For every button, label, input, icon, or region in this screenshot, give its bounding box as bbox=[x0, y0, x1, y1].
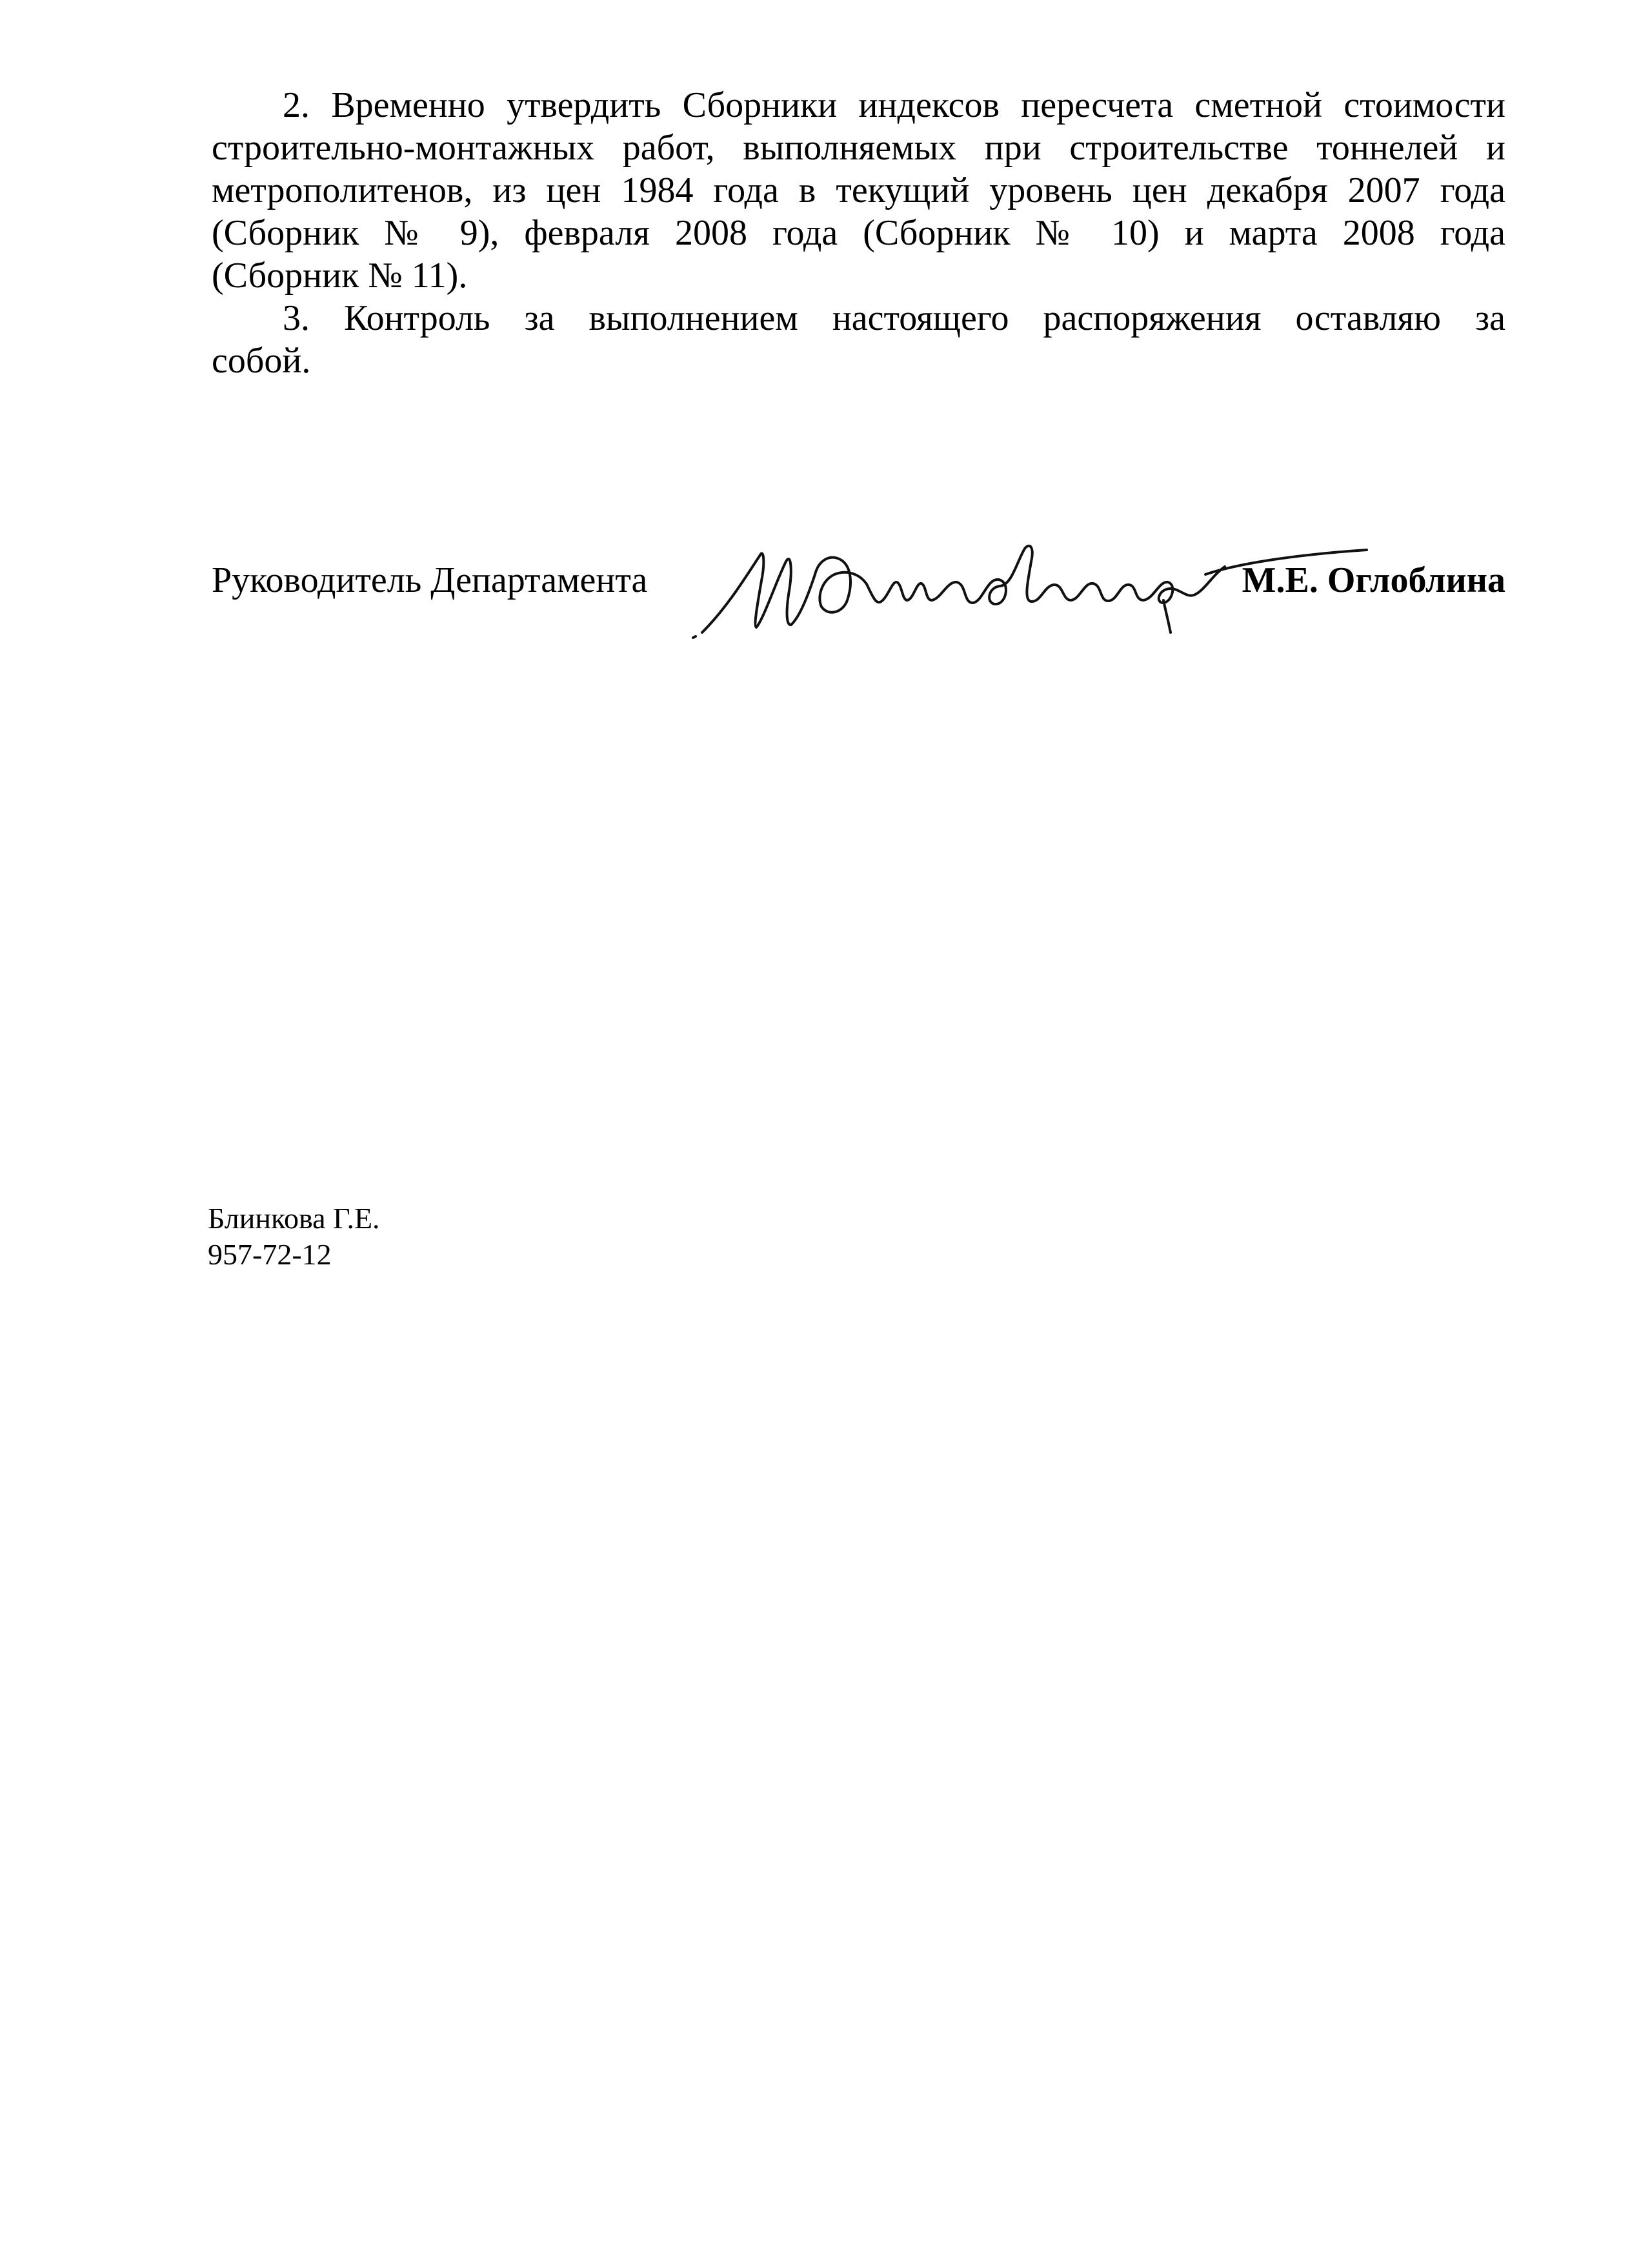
signature-block bbox=[212, 536, 1505, 665]
paragraph-2-line-3: метрополитенов, из цен 1984 года в текущий уровень цен декабря 2007 года bbox=[212, 170, 1505, 210]
signatory-name: М.Е. Оглоблина bbox=[1242, 560, 1505, 600]
paragraph-2-line-4: (Сборник № 9), февраля 2008 года (Сборник № 10) и марта 2008 года bbox=[212, 213, 1505, 253]
paragraph-3-line-1: 3. Контроль за выполнением настоящего распоряжения оставляю за bbox=[283, 298, 1505, 338]
contact-name: Блинкова Г.Е. bbox=[208, 1202, 380, 1235]
paragraph-2-line-1: 2. Временно утвердить Сборники индексов пересчета сметной стоимости bbox=[283, 85, 1505, 125]
paragraph-2-line-2: строительно-монтажных работ, выполняемых при строительстве тоннелей и bbox=[212, 128, 1505, 168]
paragraph-2-line-5: (Сборник № 11). bbox=[212, 256, 468, 296]
document-body bbox=[212, 84, 1505, 382]
signatory-position: Руководитель Департамента bbox=[212, 560, 648, 600]
paragraph-3 bbox=[212, 297, 1505, 382]
paragraph-3-line-2: собой. bbox=[212, 341, 311, 381]
contact-block bbox=[208, 1200, 380, 1273]
paragraph-2 bbox=[212, 84, 1505, 297]
contact-phone: 957-72-12 bbox=[208, 1238, 332, 1271]
